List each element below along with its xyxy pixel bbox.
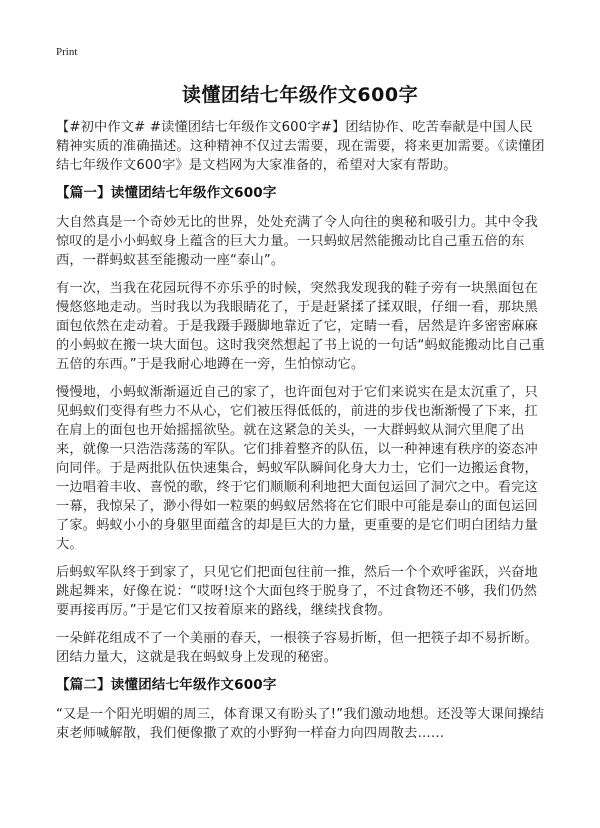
section-heading: 【篇一】读懂团结七年级作文600字	[56, 185, 277, 201]
paragraph: 有一次，当我在花园玩得不亦乐乎的时候，突然我发现我的鞋子旁有一块黑面包在慢悠悠地走动。当时我以为我眼睛花了，于是赶紧揉了揉双眼，仔细一看，那块黑面包依然在走动着。于是我蹑手蹑脚地靠近了它，定睛一看，居然是许多密密麻麻的小蚂蚁在搬一块大面包。这时我突然想起了书上说的一句话“蚂蚁能搬动比自己重五倍的东西。”于是我耐心地蹲在一旁，生怕惊动它。	[56, 281, 545, 372]
section-1	[56, 184, 546, 667]
paragraph: 慢慢地，小蚂蚁渐渐逼近自己的家了，也许面包对于它们来说实在是太沉重了，只见蚂蚁们变得有些力不从心，它们被压得低低的，前进的步伐也渐渐慢了下来，扛在肩上的面包也开始摇摇欲坠。就在这紧急的关头，一大群蚂蚁从洞穴里爬了出来，就像一只浩浩荡荡的军队。它们排着整齐的队伍，以一种神速有秩序的姿态冲向同伴。于是两批队伍快速集合，蚂蚁军队瞬间化身大力士，它们一边搬运食物，一边唱着丰收、喜悦的歌，终于它们顺顺利利地把大面包运回了洞穴之中。看完这一幕，我惊呆了，渺小得如一粒栗的蚂蚁居然将在它们眼中可能是泰山的面包运回了家。蚂蚁小小的身躯里面蕴含的却是巨大的力量，更重要的是它们明白团结力量大。	[56, 385, 538, 552]
page-title: 读懂团结七年级作文600字	[181, 84, 419, 106]
print-link[interactable]: Print	[56, 46, 78, 58]
paragraph: “又是一个阳光明媚的周三，体育课又有盼头了!”我们激动地想。还没等大课间操结束老师喊解散，我们便像撒了欢的小野狗一样奋力向四周散去……	[56, 707, 545, 741]
article-body	[56, 118, 546, 752]
paragraph: 一朵鲜花组成不了一个美丽的春天，一根筷子容易折断，但一把筷子却不易折断。团结力量大，这就是我在蚂蚁身上发现的秘密。	[56, 631, 538, 665]
paragraph: 大自然真是一个奇妙无比的世界，处处充满了令人向往的奥秘和吸引力。其中令我惊叹的是小小蚂蚁身上蕴含的巨大力量。一只蚂蚁居然能搬动比自己重五倍的东西，一群蚂蚁甚至能搬动一座“泰山”。	[56, 215, 538, 268]
section-2	[56, 676, 546, 743]
paragraph: 后蚂蚁军队终于到家了，只见它们把面包往前一推，然后一个个欢呼雀跃，兴奋地跳起舞来，好像在说：“哎呀!这个大面包终于脱身了，不过食物还不够，我们仍然要再接再厉。”于是它们又按着原来的路线，继续找食物。	[56, 565, 538, 618]
intro-paragraph: 【#初中作文# #读懂团结七年级作文600字#】团结协作、吃苦奉献是中国人民精神实质的准确描述。这种精神不仅过去需要，现在需要，将来更加需要。《读懂团结七年级作文600字》是文档网为大家准备的，希望对大家有帮助。	[56, 120, 545, 173]
section-heading: 【篇二】读懂团结七年级作文600字	[56, 677, 277, 693]
